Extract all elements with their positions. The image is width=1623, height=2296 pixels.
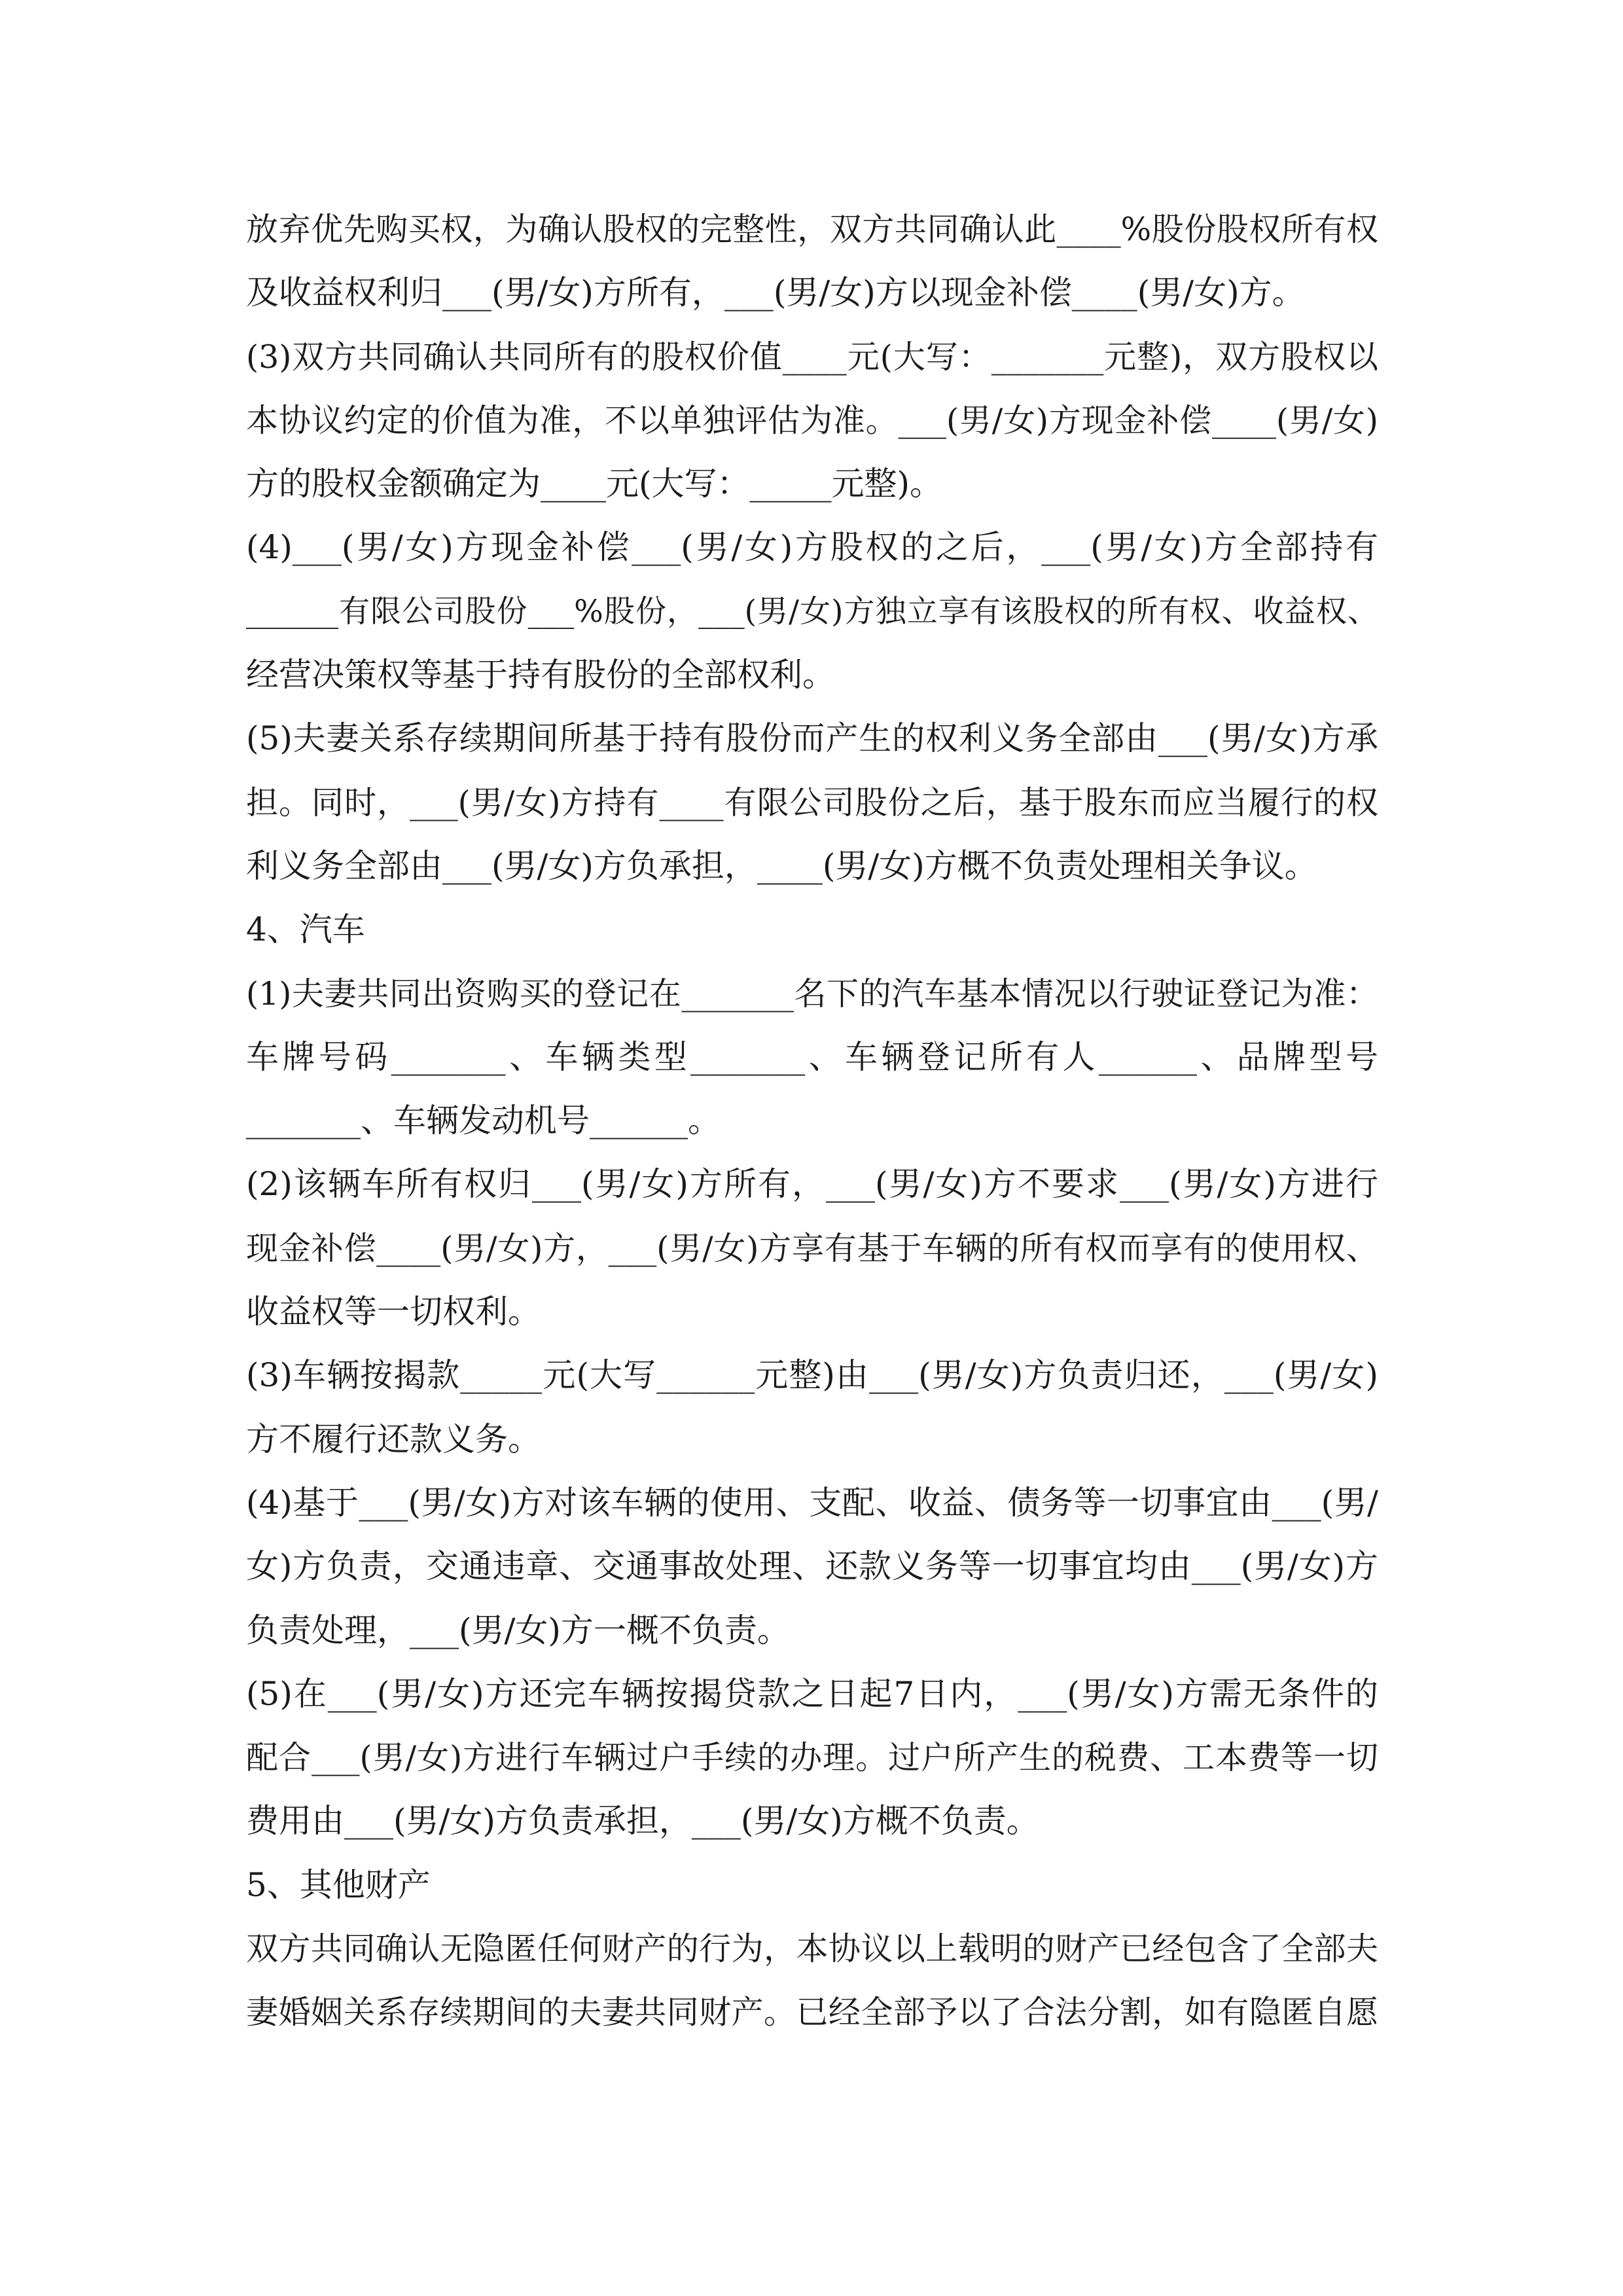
text-line: (1)夫妻共同出资购买的登记在_______名下的汽车基本情况以行驶证登记为准：: [246, 975, 1378, 1013]
text-line: 女)方负责，交通违章、交通事故处理、还款义务等一切事宜均由___(男/女)方: [246, 1547, 1378, 1586]
text-line: 利义务全部由___(男/女)方负承担，____(男/女)方概不负责处理相关争议。: [246, 846, 1317, 885]
text-line: (4)基于___(男/女)方对该车辆的使用、支配、收益、债务等一切事宜由___(男/: [246, 1483, 1378, 1522]
text-line: ______有限公司股份___%股份，___(男/女)方独立享有该股权的所有权、收益权、: [246, 593, 1378, 630]
document-body: [246, 198, 1378, 2045]
text-line: (4)___(男/女)方现金补偿___(男/女)方股权的之后，___(男/女)方全部持有: [246, 528, 1378, 567]
text-line: 担。同时，___(男/女)方持有____有限公司股份之后，基于股东而应当履行的权: [246, 783, 1378, 821]
text-line: 及收益权利归___(男/女)方所有，___(男/女)方以现金补偿____(男/女)方。: [246, 274, 1305, 312]
section-heading: 4、汽车: [246, 910, 365, 949]
text-line: 车牌号码_______、车辆类型_______、车辆登记所有人______、品牌型号: [246, 1037, 1378, 1076]
text-line: 妻婚姻关系存续期间的夫妻共同财产。已经全部予以了合法分割，如有隐匿自愿: [246, 1994, 1378, 2032]
text-line: 方不履行还款义务。: [246, 1420, 541, 1458]
text-line: 负责处理，___(男/女)方一概不负责。: [246, 1611, 790, 1649]
text-line: 费用由___(男/女)方负责承担，___(男/女)方概不负责。: [246, 1802, 1039, 1840]
text-line: 现金补偿____(男/女)方，___(男/女)方享有基于车辆的所有权而享有的使用权、: [246, 1229, 1378, 1267]
text-line: 配合___(男/女)方进行车辆过户手续的办理。过户所产生的税费、工本费等一切: [246, 1739, 1378, 1777]
text-line: (5)夫妻关系存续期间所基于持有股份而产生的权利义务全部由___(男/女)方承: [246, 719, 1378, 758]
text-line: 双方共同确认无隐匿任何财产的行为，本协议以上载明的财产已经包含了全部夫: [246, 1930, 1378, 1968]
text-line: 本协议约定的价值为准，不以单独评估为准。___(男/女)方现金补偿____(男/女): [246, 401, 1378, 439]
text-line: _______、车辆发动机号______。: [246, 1102, 721, 1140]
text-line: (5)在___(男/女)方还完车辆按揭贷款之日起7日内，___(男/女)方需无条件的: [246, 1674, 1378, 1713]
text-line: (2)该辆车所有权归___(男/女)方所有，___(男/女)方不要求___(男/女)方进行: [246, 1165, 1378, 1204]
text-line: 方的股权金额确定为____元(大写：_____元整)。: [246, 465, 943, 503]
text-line: 放弃优先购买权，为确认股权的完整性，双方共同确认此____%股份股权所有权: [246, 211, 1378, 248]
text-line: 经营决策权等基于持有股份的全部权利。: [246, 656, 835, 694]
section-heading: 5、其他财产: [246, 1865, 431, 1904]
text-line: (3)双方共同确认共同所有的股权价值____元(大写：_______元整)，双方股权以: [246, 338, 1378, 376]
text-line: (3)车辆按揭款_____元(大写______元整)由___(男/女)方负责归还，___(男/女): [246, 1356, 1378, 1395]
text-line: 收益权等一切权利。: [246, 1293, 541, 1331]
